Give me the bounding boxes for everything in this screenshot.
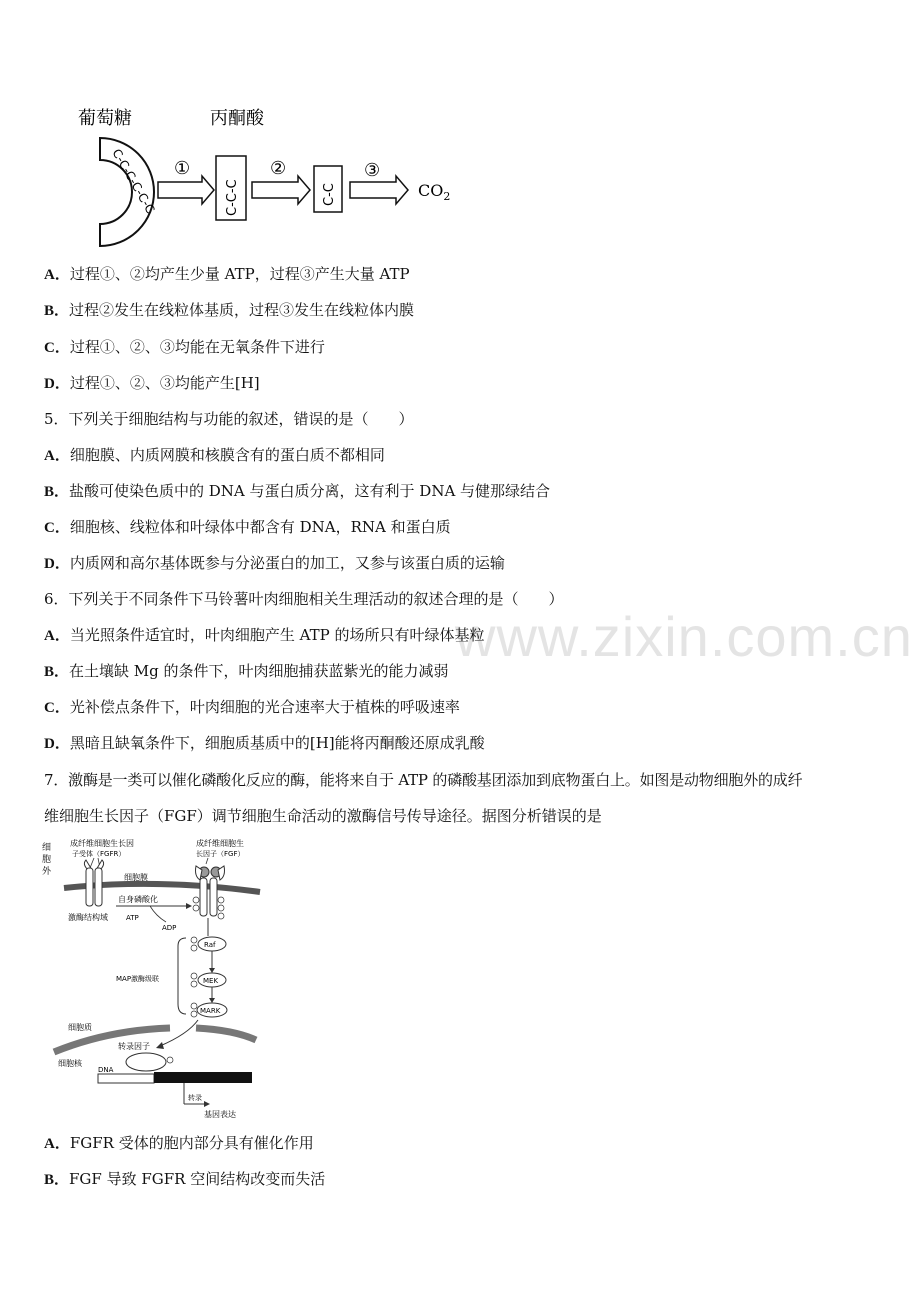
arrow-step1 (158, 176, 214, 204)
q6-option-c: C．光补偿点条件下，叶肉细胞的光合速率大于植株的呼吸速率 (44, 698, 460, 716)
q7-stem-line1: 7．激酶是一类可以催化磷酸化反应的酶，能将来自于 ATP 的磷酸基团添加到底物蛋白上。如图是动物细胞外的成纤 (44, 771, 803, 789)
step3-label: ③ (364, 160, 381, 181)
watermark: www.zixin.com.cn (455, 605, 913, 668)
transcription-label: 转录 (188, 1094, 202, 1102)
fgfr-label-1: 成纤维细胞生长因 (70, 839, 134, 848)
step2-label: ② (270, 158, 287, 179)
mark-label: MARK (200, 1007, 221, 1015)
q5-option-a: A．细胞膜、内质网膜和核膜含有的蛋白质不都相同 (44, 446, 385, 464)
dna-strand-white (98, 1074, 154, 1083)
fgf-label-1: 成纤维细胞生 (196, 839, 244, 848)
co2-label: $CO_2$ (418, 181, 451, 203)
q6-option-a: A．当光照条件适宜时，叶肉细胞产生 ATP 的场所只有叶绿体基粒 (44, 626, 485, 644)
q7-stem-line2: 维细胞生长因子（FGF）调节细胞生命活动的激酶信号传导途径。据图分析错误的是 (44, 807, 602, 825)
transcription-factor (126, 1053, 166, 1071)
q4-option-c: C．过程①、②、③均能在无氧条件下进行 (44, 338, 325, 356)
kinase-domain-label: 激酶结构域 (68, 913, 108, 922)
fgfr-label-2: 子受体（FGFR） (72, 850, 126, 858)
membrane-label: 细胞膜 (124, 873, 148, 882)
step1-label: ① (174, 158, 191, 179)
q4-option-d: D．过程①、②、③均能产生[H] (44, 374, 260, 392)
q4-option-b: B．过程②发生在线粒体基质，过程③发生在线粒体内膜 (44, 301, 415, 319)
phosphate-groups-receptor (193, 897, 224, 919)
outside-label-2: 胞 (42, 855, 52, 865)
mek-label: MEK (203, 977, 219, 985)
dna-label: DNA (98, 1066, 114, 1074)
glucose-label: 葡萄糖 (78, 108, 132, 129)
q5-option-d: D．内质网和高尔基体既参与分泌蛋白的加工，又参与该蛋白质的运输 (44, 554, 505, 572)
fgf-signaling-figure (38, 834, 264, 1124)
outside-label-3: 外 (42, 867, 52, 877)
q4-option-a: A．过程①、②均产生少量 ATP，过程③产生大量 ATP (44, 265, 410, 283)
cascade-bracket (178, 938, 186, 1014)
dna-strand-black (154, 1072, 252, 1083)
q7-option-a: A．FGFR 受体的胞内部分具有催化作用 (44, 1134, 314, 1152)
pyruvate-chain: C-C-C (225, 179, 240, 216)
q5-stem: 5．下列关于细胞结构与功能的叙述，错误的是（ ） (44, 410, 414, 428)
q6-option-d: D．黑暗且缺氧条件下，细胞质基质中的[H]能将丙酮酸还原成乳酸 (44, 734, 485, 752)
tf-label: 转录因子 (118, 1042, 150, 1051)
pyruvate-label: 丙酮酸 (210, 108, 264, 129)
cascade-label: MAP激酶级联 (116, 975, 160, 983)
q5-option-c: C．细胞核、线粒体和叶绿体中都含有 DNA，RNA 和蛋白质 (44, 518, 451, 536)
q6-stem: 6．下列关于不同条件下马铃薯叶肉细胞相关生理活动的叙述合理的是（ ） (44, 590, 564, 608)
autophos-label: 自身磷酸化 (118, 895, 158, 904)
atp-label: ATP (126, 914, 139, 922)
nucleus-label: 细胞核 (58, 1059, 82, 1068)
q6-option-b: B．在土壤缺 Mg 的条件下，叶肉细胞捕获蓝紫光的能力减弱 (44, 662, 449, 680)
raf-label: Raf (204, 941, 216, 949)
q5-option-b: B．盐酸可使染色质中的 DNA 与蛋白质分离，这有利于 DNA 与健那绿结合 (44, 482, 551, 500)
adp-label: ADP (162, 924, 177, 932)
acetyl-chain: C-C (322, 183, 337, 206)
q7-option-b: B．FGF 导致 FGFR 空间结构改变而失活 (44, 1170, 326, 1188)
glucose-chain: C-C-C-C-C-C (109, 146, 158, 216)
outside-label-1: 细 (42, 843, 52, 853)
fgf-label-2: 长因子（FGF） (196, 850, 245, 858)
expression-label: 基因表达 (204, 1110, 236, 1119)
cytoplasm-label: 细胞质 (68, 1023, 92, 1032)
respiration-pathway-figure (70, 100, 490, 250)
arrow-step2 (252, 176, 310, 204)
phosphate-groups-cascade (191, 937, 197, 1017)
